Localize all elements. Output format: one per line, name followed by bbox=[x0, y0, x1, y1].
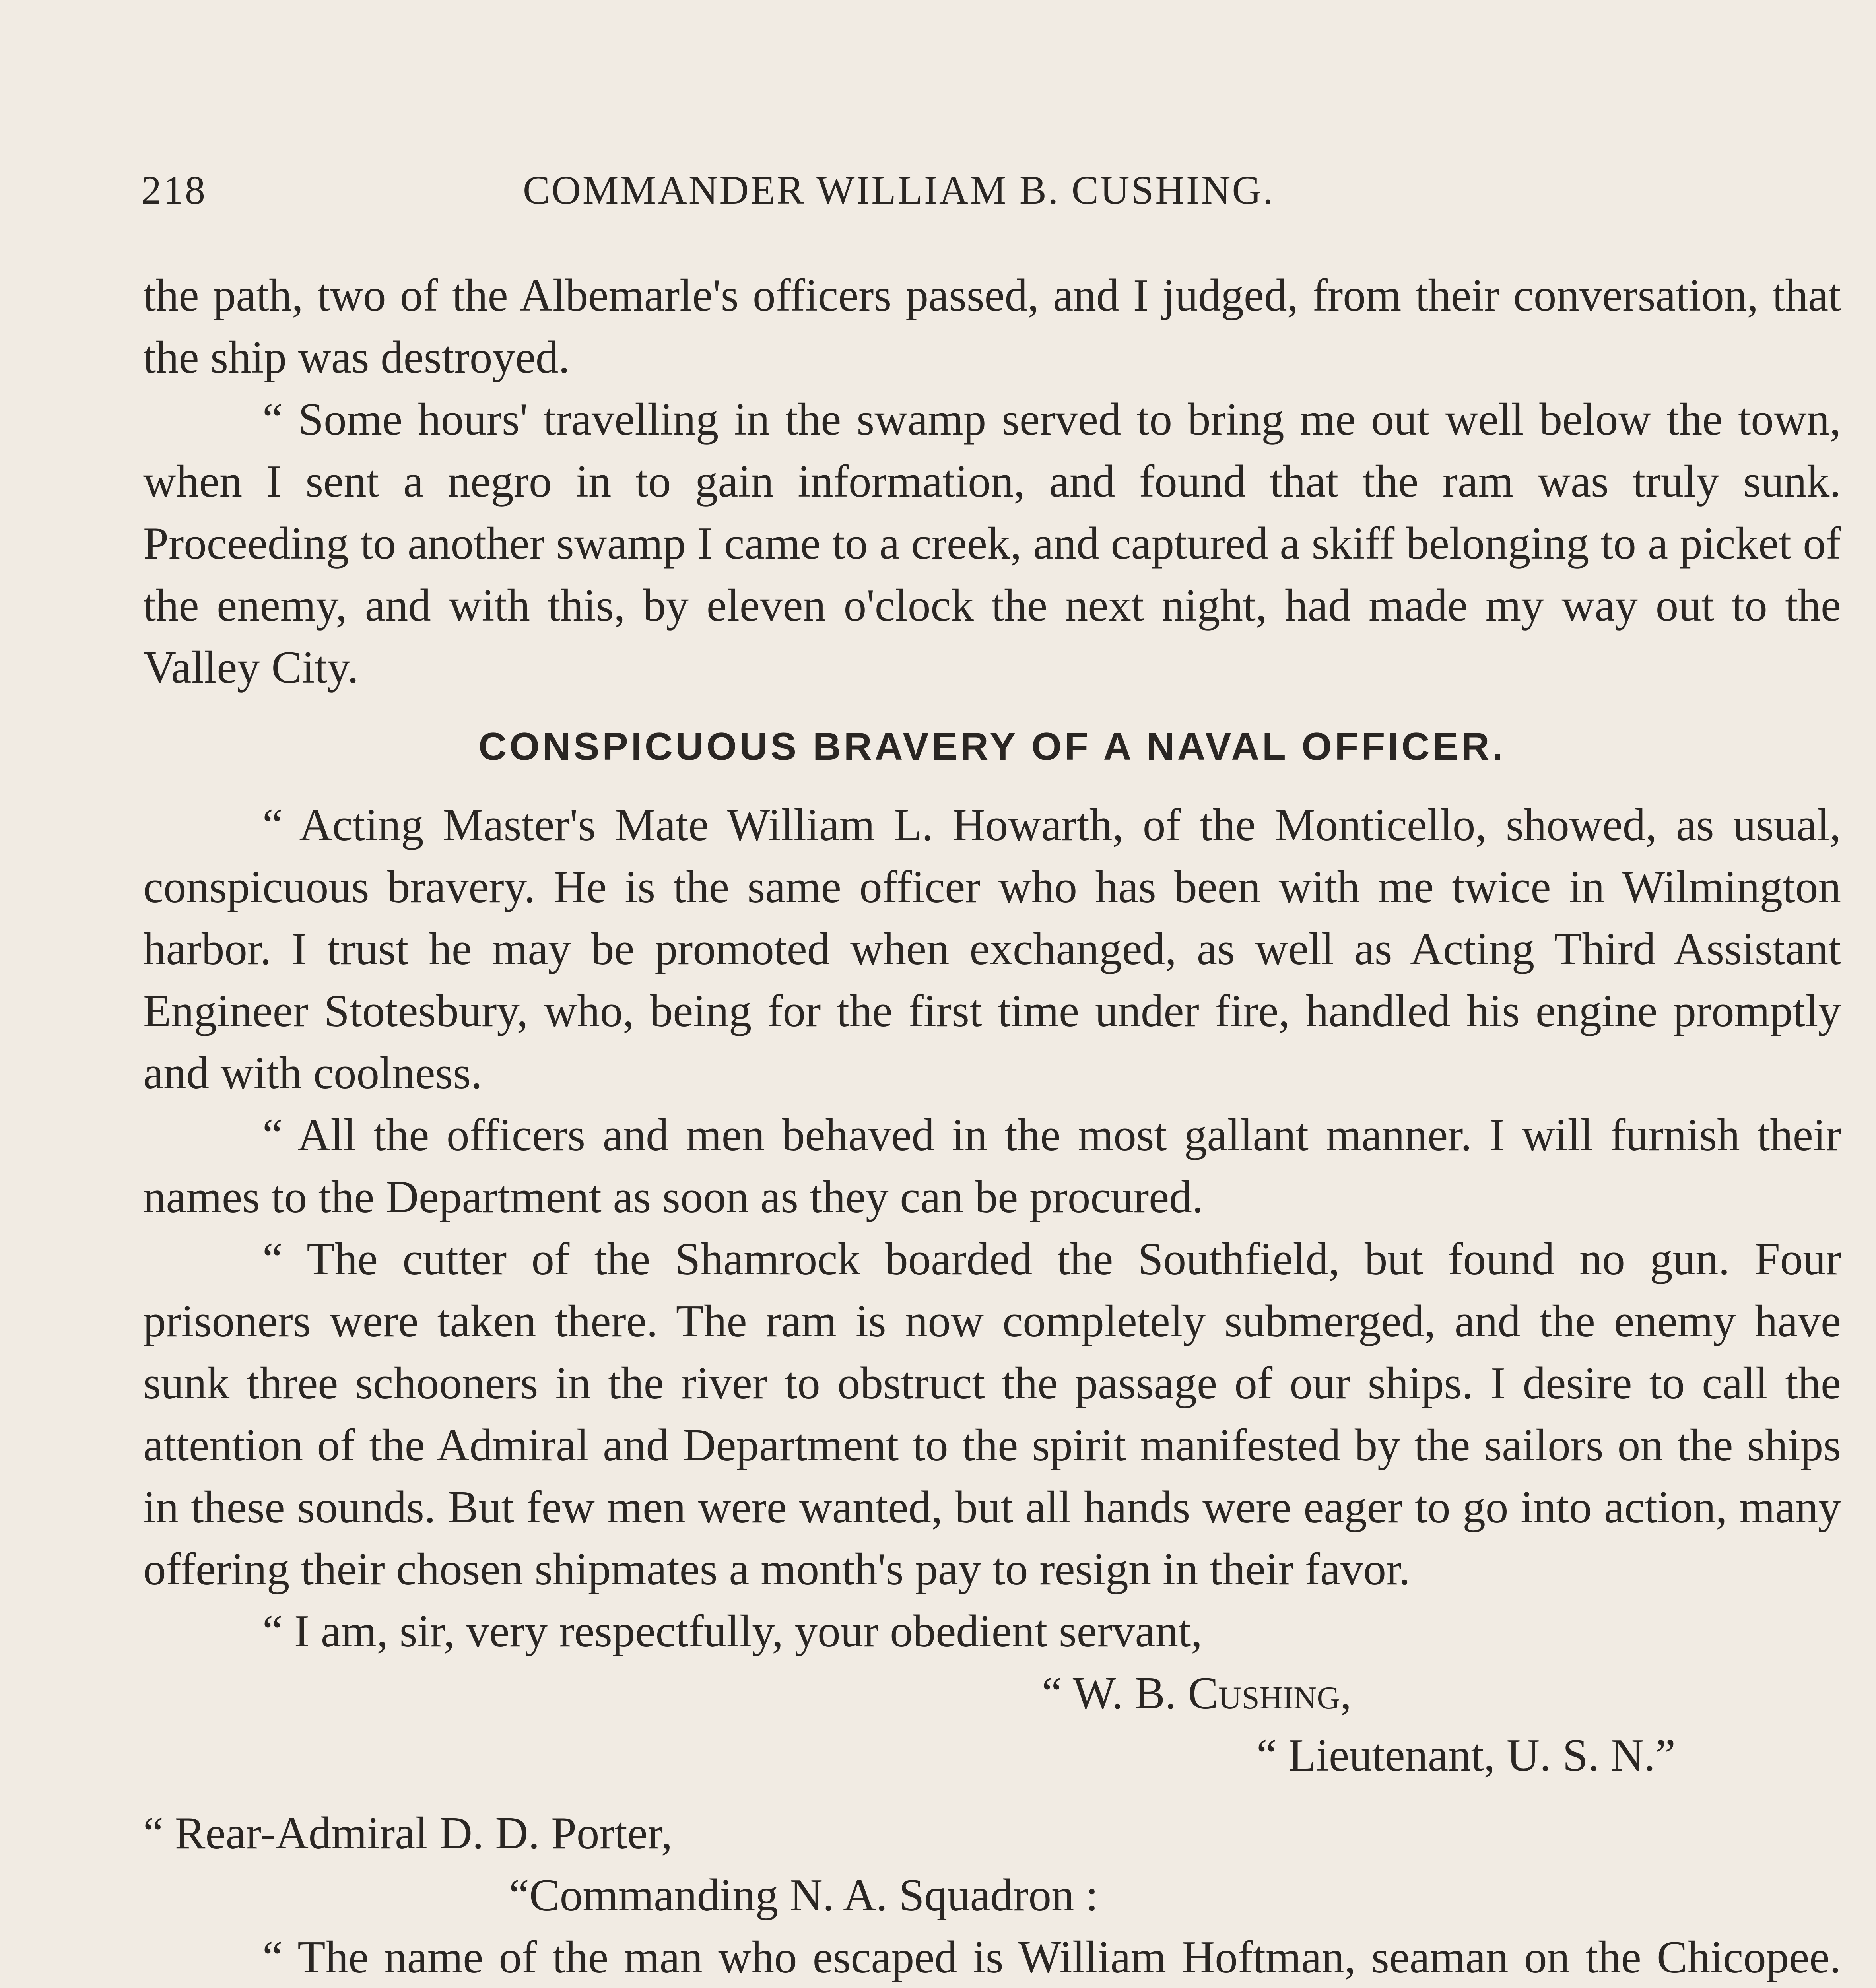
addressee-title: “Commanding N. A. Squadron : bbox=[509, 1870, 1099, 1920]
paragraph-6: “ I am, sir, very respectfully, your obedient servant, bbox=[262, 1606, 1202, 1656]
page-number: 218 bbox=[141, 168, 207, 213]
page-header bbox=[141, 167, 1449, 227]
paragraph-2: “ Some hours' travelling in the swamp served to bring me out well below the town, when I sent a negro in to gain information, and found that the ram was truly sunk. Proceeding to another swamp I came to a creek, and captured a skiff belonging to a picket of the enemy, and with this, by eleven o'clock the next night, had made my way out to the Valley City. bbox=[143, 394, 1841, 693]
addressee-name: “ Rear-Admiral D. D. Porter, bbox=[143, 1808, 673, 1858]
signature-name: “ W. B. Cushing, bbox=[1042, 1668, 1352, 1718]
paragraph-3: “ Acting Master's Mate William L. Howarth, of the Monticello, showed, as usual, conspicuous bravery. He is the same officer who has been with me twice in Wilmington harbor. I trust he may be promoted when exchanged, as well as Acting Third Assistant Engineer Stotesbury, who, being for the first time under fire, handled his engine promptly and with coolness. bbox=[143, 800, 1841, 1098]
body-text bbox=[143, 264, 1841, 1988]
running-title: COMMANDER WILLIAM B. CUSHING. bbox=[523, 168, 1275, 213]
signature-rank: “ Lieutenant, U. S. N.” bbox=[1256, 1730, 1676, 1780]
paragraph-7: “ The name of the man who escaped is William Hoftman, seaman on the Chicopee. bbox=[262, 1932, 1841, 1982]
section-heading: CONSPICUOUS BRAVERY OF A NAVAL OFFICER. bbox=[478, 724, 1506, 768]
paragraph-5: “ The cutter of the Shamrock boarded the Southfield, but found no gun. Four prisoners were taken there. The ram is now completely submerged, and the enemy have sunk three schooners in the river to obstruct the passage of our ships. I desire to call the attention of the Admiral and Department to the spirit manifested by the sailors on the ships in these sounds. But few men were wanted, but all hands were eager to go into action, many offering their chosen shipmates a month's pay to resign in their favor. bbox=[143, 1234, 1841, 1594]
paragraph-1: the path, two of the Albemarle's officers passed, and I judged, from their conversation, that the ship was destroyed. bbox=[143, 270, 1841, 382]
paragraph-4: “ All the officers and men behaved in the most gallant manner. I will furnish their names to the Department as soon as they can be procured. bbox=[143, 1110, 1841, 1222]
